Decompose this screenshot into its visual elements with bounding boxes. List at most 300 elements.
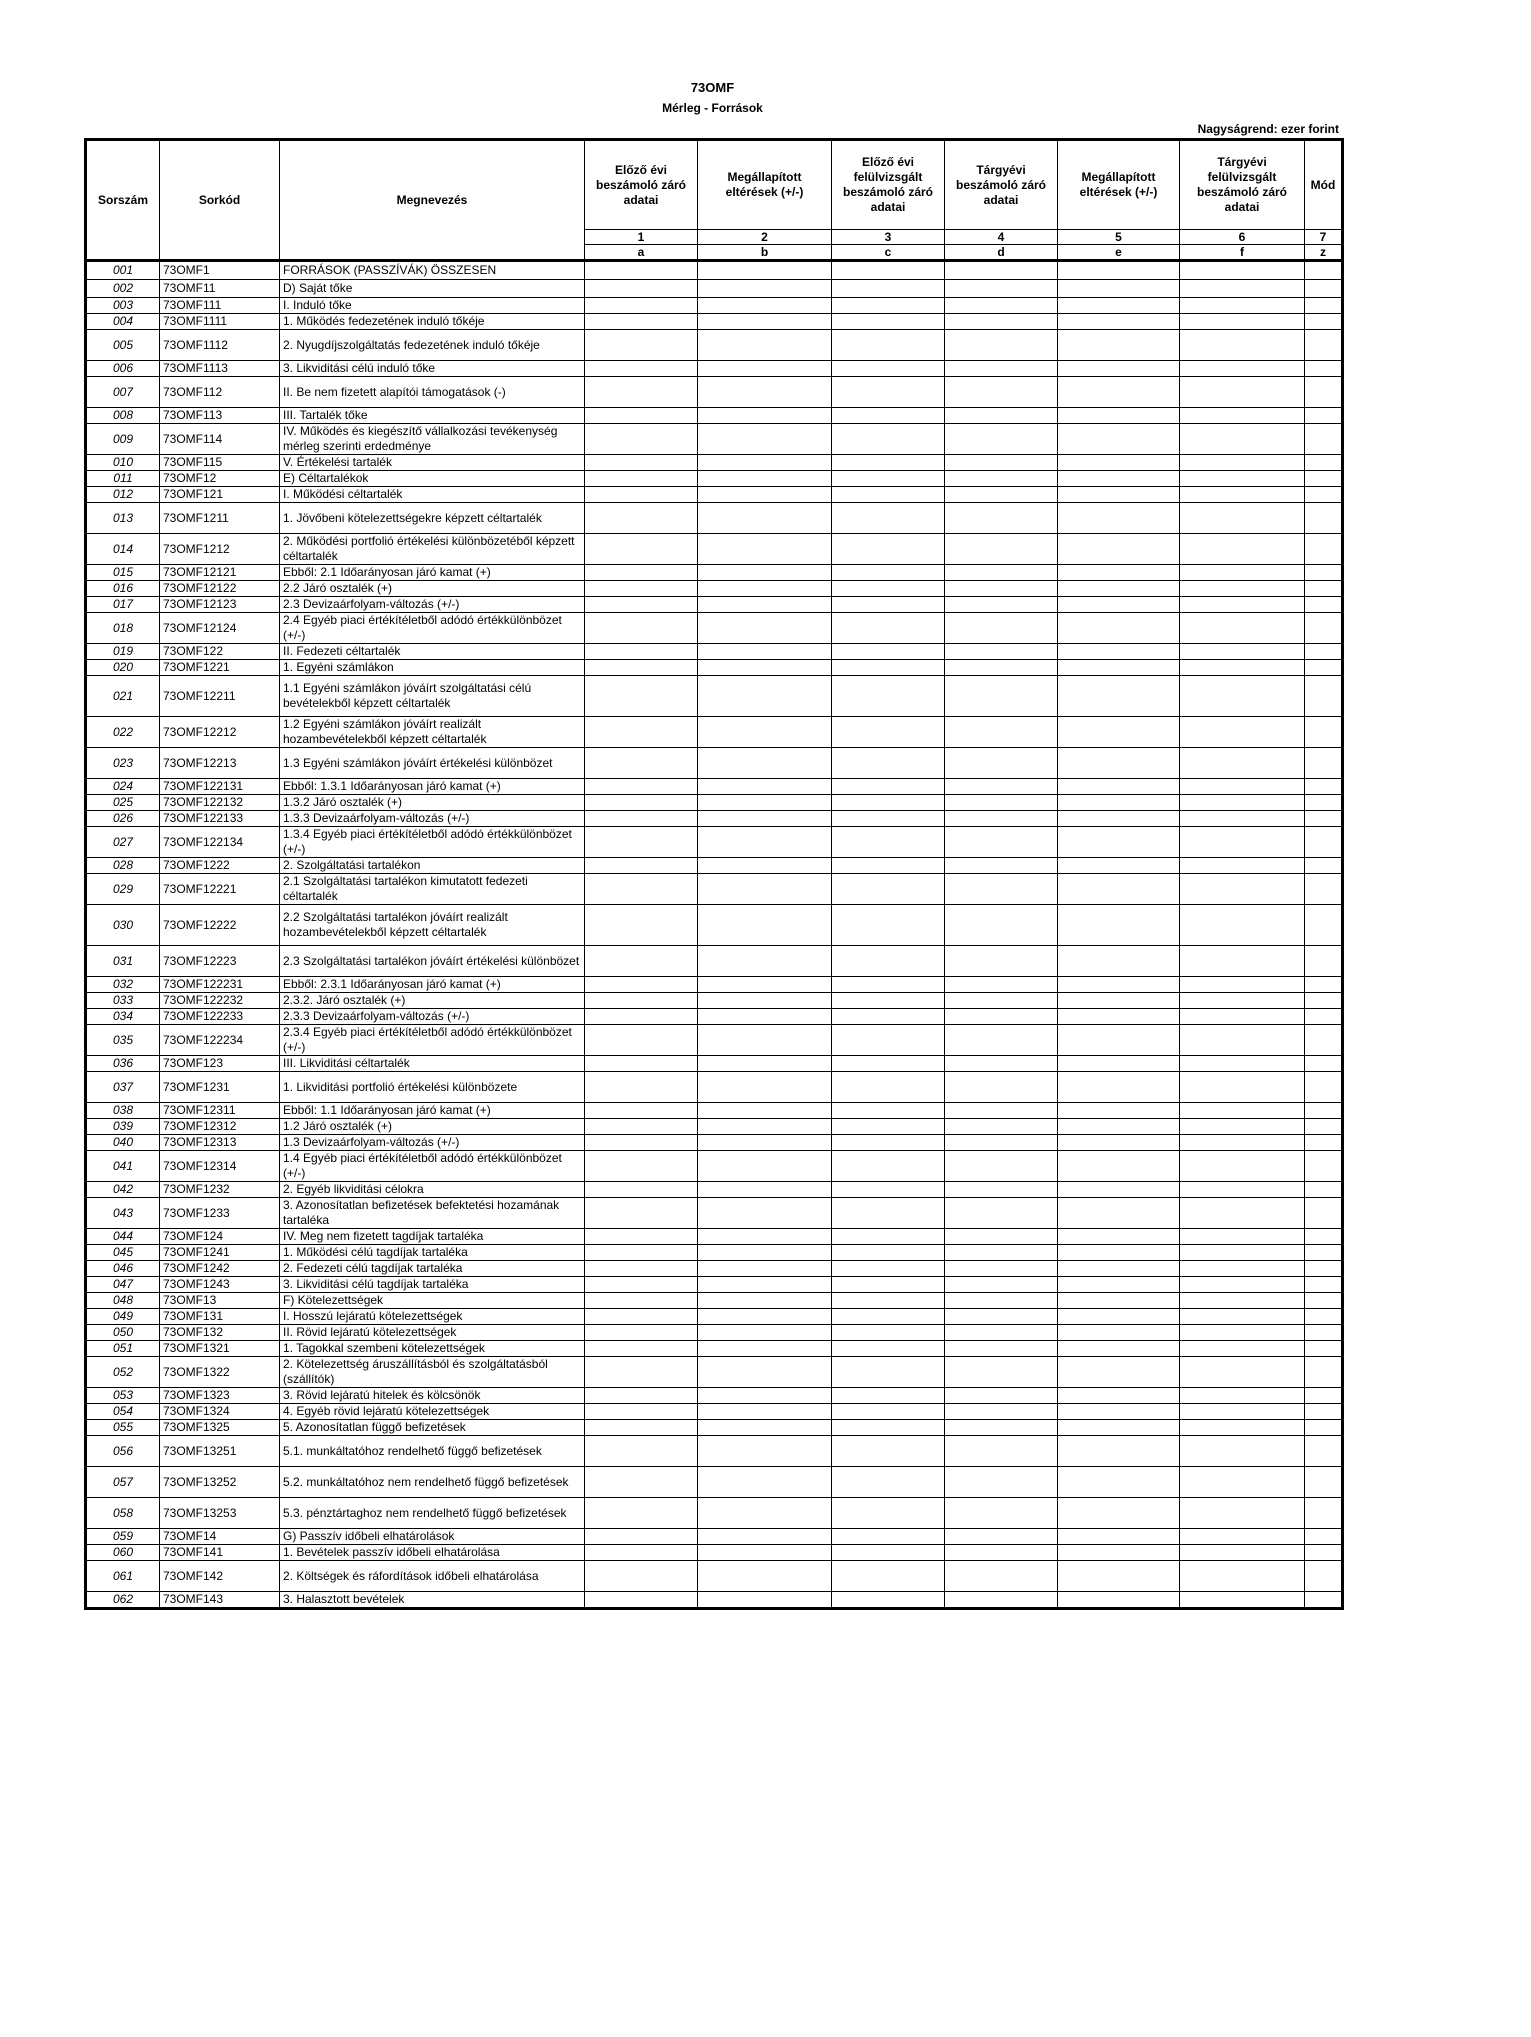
value-cell[interactable]: [585, 1025, 698, 1056]
value-cell[interactable]: [1058, 1135, 1180, 1151]
value-cell[interactable]: [1305, 1009, 1343, 1025]
value-cell[interactable]: [945, 581, 1058, 597]
value-cell[interactable]: [1305, 1388, 1343, 1404]
value-cell[interactable]: [585, 1103, 698, 1119]
value-cell[interactable]: [1305, 424, 1343, 455]
value-cell[interactable]: [1058, 1182, 1180, 1198]
value-cell[interactable]: [832, 1309, 945, 1325]
value-cell[interactable]: [585, 1436, 698, 1467]
value-cell[interactable]: [1305, 660, 1343, 676]
value-cell[interactable]: [832, 858, 945, 874]
value-cell[interactable]: [945, 858, 1058, 874]
value-cell[interactable]: [1180, 1277, 1305, 1293]
value-cell[interactable]: [1058, 717, 1180, 748]
value-cell[interactable]: [832, 1119, 945, 1135]
value-cell[interactable]: [945, 1198, 1058, 1229]
value-cell[interactable]: [698, 471, 832, 487]
value-cell[interactable]: [832, 1436, 945, 1467]
value-cell[interactable]: [832, 314, 945, 330]
value-cell[interactable]: [945, 361, 1058, 377]
value-cell[interactable]: [832, 487, 945, 503]
value-cell[interactable]: [832, 795, 945, 811]
value-cell[interactable]: [1058, 1009, 1180, 1025]
value-cell[interactable]: [945, 1261, 1058, 1277]
value-cell[interactable]: [945, 779, 1058, 795]
value-cell[interactable]: [832, 717, 945, 748]
value-cell[interactable]: [1180, 455, 1305, 471]
value-cell[interactable]: [832, 1261, 945, 1277]
value-cell[interactable]: [1305, 1325, 1343, 1341]
value-cell[interactable]: [1180, 1119, 1305, 1135]
value-cell[interactable]: [832, 1198, 945, 1229]
value-cell[interactable]: [1180, 597, 1305, 613]
value-cell[interactable]: [585, 361, 698, 377]
value-cell[interactable]: [585, 874, 698, 905]
value-cell[interactable]: [945, 811, 1058, 827]
value-cell[interactable]: [585, 1009, 698, 1025]
value-cell[interactable]: [1305, 1404, 1343, 1420]
value-cell[interactable]: [1180, 581, 1305, 597]
value-cell[interactable]: [945, 1420, 1058, 1436]
value-cell[interactable]: [832, 471, 945, 487]
value-cell[interactable]: [1180, 487, 1305, 503]
value-cell[interactable]: [698, 1436, 832, 1467]
value-cell[interactable]: [1058, 993, 1180, 1009]
value-cell[interactable]: [1305, 827, 1343, 858]
value-cell[interactable]: [1180, 298, 1305, 314]
value-cell[interactable]: [832, 455, 945, 471]
value-cell[interactable]: [1180, 1103, 1305, 1119]
value-cell[interactable]: [1305, 1182, 1343, 1198]
value-cell[interactable]: [945, 1529, 1058, 1545]
value-cell[interactable]: [1180, 1420, 1305, 1436]
value-cell[interactable]: [1058, 874, 1180, 905]
value-cell[interactable]: [945, 1182, 1058, 1198]
value-cell[interactable]: [945, 993, 1058, 1009]
value-cell[interactable]: [585, 455, 698, 471]
value-cell[interactable]: [1180, 717, 1305, 748]
value-cell[interactable]: [1180, 1545, 1305, 1561]
value-cell[interactable]: [1058, 1056, 1180, 1072]
value-cell[interactable]: [1305, 858, 1343, 874]
value-cell[interactable]: [585, 1404, 698, 1420]
value-cell[interactable]: [585, 827, 698, 858]
value-cell[interactable]: [1180, 1436, 1305, 1467]
value-cell[interactable]: [698, 1341, 832, 1357]
value-cell[interactable]: [945, 1467, 1058, 1498]
value-cell[interactable]: [832, 424, 945, 455]
value-cell[interactable]: [1058, 261, 1180, 280]
value-cell[interactable]: [832, 361, 945, 377]
value-cell[interactable]: [698, 1293, 832, 1309]
value-cell[interactable]: [1180, 748, 1305, 779]
value-cell[interactable]: [1305, 977, 1343, 993]
value-cell[interactable]: [1180, 613, 1305, 644]
value-cell[interactable]: [698, 1245, 832, 1261]
value-cell[interactable]: [832, 1561, 945, 1592]
value-cell[interactable]: [832, 1151, 945, 1182]
value-cell[interactable]: [945, 1025, 1058, 1056]
value-cell[interactable]: [585, 261, 698, 280]
value-cell[interactable]: [698, 280, 832, 298]
value-cell[interactable]: [945, 280, 1058, 298]
value-cell[interactable]: [1058, 795, 1180, 811]
value-cell[interactable]: [945, 1072, 1058, 1103]
value-cell[interactable]: [698, 1325, 832, 1341]
value-cell[interactable]: [945, 1404, 1058, 1420]
value-cell[interactable]: [1305, 1072, 1343, 1103]
value-cell[interactable]: [832, 1229, 945, 1245]
value-cell[interactable]: [1058, 377, 1180, 408]
value-cell[interactable]: [1305, 581, 1343, 597]
value-cell[interactable]: [945, 1056, 1058, 1072]
value-cell[interactable]: [945, 676, 1058, 717]
value-cell[interactable]: [698, 946, 832, 977]
value-cell[interactable]: [945, 977, 1058, 993]
value-cell[interactable]: [1058, 1325, 1180, 1341]
value-cell[interactable]: [1305, 1056, 1343, 1072]
value-cell[interactable]: [1180, 811, 1305, 827]
value-cell[interactable]: [945, 946, 1058, 977]
value-cell[interactable]: [585, 1229, 698, 1245]
value-cell[interactable]: [1058, 314, 1180, 330]
value-cell[interactable]: [945, 1135, 1058, 1151]
value-cell[interactable]: [1180, 261, 1305, 280]
value-cell[interactable]: [1058, 748, 1180, 779]
value-cell[interactable]: [1058, 905, 1180, 946]
value-cell[interactable]: [832, 1056, 945, 1072]
value-cell[interactable]: [1180, 534, 1305, 565]
value-cell[interactable]: [945, 261, 1058, 280]
value-cell[interactable]: [1180, 565, 1305, 581]
value-cell[interactable]: [945, 487, 1058, 503]
value-cell[interactable]: [1058, 330, 1180, 361]
value-cell[interactable]: [585, 905, 698, 946]
value-cell[interactable]: [585, 795, 698, 811]
value-cell[interactable]: [585, 377, 698, 408]
value-cell[interactable]: [945, 874, 1058, 905]
value-cell[interactable]: [1305, 1592, 1343, 1609]
value-cell[interactable]: [1058, 597, 1180, 613]
value-cell[interactable]: [945, 1545, 1058, 1561]
value-cell[interactable]: [832, 827, 945, 858]
value-cell[interactable]: [1058, 503, 1180, 534]
value-cell[interactable]: [585, 1561, 698, 1592]
value-cell[interactable]: [698, 1072, 832, 1103]
value-cell[interactable]: [698, 581, 832, 597]
value-cell[interactable]: [698, 1529, 832, 1545]
value-cell[interactable]: [945, 1309, 1058, 1325]
value-cell[interactable]: [698, 1009, 832, 1025]
value-cell[interactable]: [1180, 424, 1305, 455]
value-cell[interactable]: [698, 565, 832, 581]
value-cell[interactable]: [832, 946, 945, 977]
value-cell[interactable]: [585, 717, 698, 748]
value-cell[interactable]: [1058, 613, 1180, 644]
value-cell[interactable]: [1305, 1436, 1343, 1467]
value-cell[interactable]: [1305, 377, 1343, 408]
value-cell[interactable]: [945, 1293, 1058, 1309]
value-cell[interactable]: [832, 1025, 945, 1056]
value-cell[interactable]: [585, 1293, 698, 1309]
value-cell[interactable]: [698, 1135, 832, 1151]
value-cell[interactable]: [585, 1545, 698, 1561]
value-cell[interactable]: [585, 946, 698, 977]
value-cell[interactable]: [1180, 874, 1305, 905]
value-cell[interactable]: [1058, 676, 1180, 717]
value-cell[interactable]: [585, 1261, 698, 1277]
value-cell[interactable]: [585, 1529, 698, 1545]
value-cell[interactable]: [585, 597, 698, 613]
value-cell[interactable]: [1180, 503, 1305, 534]
value-cell[interactable]: [698, 977, 832, 993]
value-cell[interactable]: [832, 1545, 945, 1561]
value-cell[interactable]: [945, 1498, 1058, 1529]
value-cell[interactable]: [698, 811, 832, 827]
value-cell[interactable]: [698, 298, 832, 314]
value-cell[interactable]: [698, 1404, 832, 1420]
value-cell[interactable]: [1180, 471, 1305, 487]
value-cell[interactable]: [1180, 779, 1305, 795]
value-cell[interactable]: [1058, 581, 1180, 597]
value-cell[interactable]: [1058, 1388, 1180, 1404]
value-cell[interactable]: [585, 471, 698, 487]
value-cell[interactable]: [832, 1182, 945, 1198]
value-cell[interactable]: [585, 660, 698, 676]
value-cell[interactable]: [1180, 1056, 1305, 1072]
value-cell[interactable]: [945, 534, 1058, 565]
value-cell[interactable]: [698, 455, 832, 471]
value-cell[interactable]: [585, 1245, 698, 1261]
value-cell[interactable]: [1058, 1592, 1180, 1609]
value-cell[interactable]: [1305, 298, 1343, 314]
value-cell[interactable]: [832, 581, 945, 597]
value-cell[interactable]: [585, 280, 698, 298]
value-cell[interactable]: [1305, 330, 1343, 361]
value-cell[interactable]: [832, 748, 945, 779]
value-cell[interactable]: [1180, 1529, 1305, 1545]
value-cell[interactable]: [832, 644, 945, 660]
value-cell[interactable]: [1180, 1025, 1305, 1056]
value-cell[interactable]: [698, 748, 832, 779]
value-cell[interactable]: [1305, 717, 1343, 748]
value-cell[interactable]: [1305, 613, 1343, 644]
value-cell[interactable]: [1180, 795, 1305, 811]
value-cell[interactable]: [698, 330, 832, 361]
value-cell[interactable]: [585, 534, 698, 565]
value-cell[interactable]: [1180, 377, 1305, 408]
value-cell[interactable]: [1305, 1119, 1343, 1135]
value-cell[interactable]: [1305, 644, 1343, 660]
value-cell[interactable]: [1058, 1404, 1180, 1420]
value-cell[interactable]: [832, 565, 945, 581]
value-cell[interactable]: [585, 1135, 698, 1151]
value-cell[interactable]: [1058, 644, 1180, 660]
value-cell[interactable]: [945, 795, 1058, 811]
value-cell[interactable]: [585, 487, 698, 503]
value-cell[interactable]: [698, 779, 832, 795]
value-cell[interactable]: [945, 1388, 1058, 1404]
value-cell[interactable]: [698, 1545, 832, 1561]
value-cell[interactable]: [585, 1357, 698, 1388]
value-cell[interactable]: [1305, 676, 1343, 717]
value-cell[interactable]: [585, 811, 698, 827]
value-cell[interactable]: [698, 487, 832, 503]
value-cell[interactable]: [1305, 1245, 1343, 1261]
value-cell[interactable]: [945, 565, 1058, 581]
value-cell[interactable]: [832, 534, 945, 565]
value-cell[interactable]: [698, 261, 832, 280]
value-cell[interactable]: [832, 1529, 945, 1545]
value-cell[interactable]: [832, 1009, 945, 1025]
value-cell[interactable]: [1180, 1198, 1305, 1229]
value-cell[interactable]: [1305, 1229, 1343, 1245]
value-cell[interactable]: [585, 565, 698, 581]
value-cell[interactable]: [945, 597, 1058, 613]
value-cell[interactable]: [832, 1388, 945, 1404]
value-cell[interactable]: [945, 717, 1058, 748]
value-cell[interactable]: [945, 455, 1058, 471]
value-cell[interactable]: [1305, 1561, 1343, 1592]
value-cell[interactable]: [1058, 1198, 1180, 1229]
value-cell[interactable]: [698, 1561, 832, 1592]
value-cell[interactable]: [1305, 1341, 1343, 1357]
value-cell[interactable]: [585, 1182, 698, 1198]
value-cell[interactable]: [1180, 644, 1305, 660]
value-cell[interactable]: [1305, 534, 1343, 565]
value-cell[interactable]: [945, 1245, 1058, 1261]
value-cell[interactable]: [832, 613, 945, 644]
value-cell[interactable]: [1058, 858, 1180, 874]
value-cell[interactable]: [832, 779, 945, 795]
value-cell[interactable]: [1058, 1229, 1180, 1245]
value-cell[interactable]: [832, 1277, 945, 1293]
value-cell[interactable]: [1180, 1009, 1305, 1025]
value-cell[interactable]: [1180, 1229, 1305, 1245]
value-cell[interactable]: [698, 827, 832, 858]
value-cell[interactable]: [1058, 1341, 1180, 1357]
value-cell[interactable]: [1305, 795, 1343, 811]
value-cell[interactable]: [1058, 1261, 1180, 1277]
value-cell[interactable]: [585, 1388, 698, 1404]
value-cell[interactable]: [585, 1119, 698, 1135]
value-cell[interactable]: [698, 1420, 832, 1436]
value-cell[interactable]: [698, 858, 832, 874]
value-cell[interactable]: [1180, 946, 1305, 977]
value-cell[interactable]: [585, 424, 698, 455]
value-cell[interactable]: [1180, 1467, 1305, 1498]
value-cell[interactable]: [945, 1341, 1058, 1357]
value-cell[interactable]: [585, 314, 698, 330]
value-cell[interactable]: [1305, 779, 1343, 795]
value-cell[interactable]: [945, 1009, 1058, 1025]
value-cell[interactable]: [945, 408, 1058, 424]
value-cell[interactable]: [832, 1341, 945, 1357]
value-cell[interactable]: [585, 676, 698, 717]
value-cell[interactable]: [1305, 1261, 1343, 1277]
value-cell[interactable]: [945, 827, 1058, 858]
value-cell[interactable]: [1180, 280, 1305, 298]
value-cell[interactable]: [1180, 905, 1305, 946]
value-cell[interactable]: [945, 1277, 1058, 1293]
value-cell[interactable]: [832, 1135, 945, 1151]
value-cell[interactable]: [585, 408, 698, 424]
value-cell[interactable]: [945, 1229, 1058, 1245]
value-cell[interactable]: [832, 1404, 945, 1420]
value-cell[interactable]: [1058, 1103, 1180, 1119]
value-cell[interactable]: [1058, 455, 1180, 471]
value-cell[interactable]: [585, 1198, 698, 1229]
value-cell[interactable]: [698, 361, 832, 377]
value-cell[interactable]: [832, 1325, 945, 1341]
value-cell[interactable]: [1180, 676, 1305, 717]
value-cell[interactable]: [832, 1357, 945, 1388]
value-cell[interactable]: [1305, 314, 1343, 330]
value-cell[interactable]: [698, 1229, 832, 1245]
value-cell[interactable]: [1305, 1277, 1343, 1293]
value-cell[interactable]: [1305, 1529, 1343, 1545]
value-cell[interactable]: [1305, 503, 1343, 534]
value-cell[interactable]: [1058, 1529, 1180, 1545]
value-cell[interactable]: [1180, 993, 1305, 1009]
value-cell[interactable]: [1305, 1498, 1343, 1529]
value-cell[interactable]: [1305, 597, 1343, 613]
value-cell[interactable]: [585, 1341, 698, 1357]
value-cell[interactable]: [1180, 1135, 1305, 1151]
value-cell[interactable]: [1305, 1103, 1343, 1119]
value-cell[interactable]: [585, 858, 698, 874]
value-cell[interactable]: [1058, 1467, 1180, 1498]
value-cell[interactable]: [832, 1072, 945, 1103]
value-cell[interactable]: [945, 1561, 1058, 1592]
value-cell[interactable]: [945, 1436, 1058, 1467]
value-cell[interactable]: [1305, 565, 1343, 581]
value-cell[interactable]: [1058, 424, 1180, 455]
value-cell[interactable]: [1058, 487, 1180, 503]
value-cell[interactable]: [1058, 779, 1180, 795]
value-cell[interactable]: [1058, 1151, 1180, 1182]
value-cell[interactable]: [1305, 408, 1343, 424]
value-cell[interactable]: [1180, 1072, 1305, 1103]
value-cell[interactable]: [1305, 874, 1343, 905]
value-cell[interactable]: [945, 613, 1058, 644]
value-cell[interactable]: [1305, 1467, 1343, 1498]
value-cell[interactable]: [832, 1103, 945, 1119]
value-cell[interactable]: [585, 1420, 698, 1436]
value-cell[interactable]: [945, 1357, 1058, 1388]
value-cell[interactable]: [832, 1420, 945, 1436]
value-cell[interactable]: [585, 1325, 698, 1341]
value-cell[interactable]: [1180, 1151, 1305, 1182]
value-cell[interactable]: [1305, 1420, 1343, 1436]
value-cell[interactable]: [585, 1072, 698, 1103]
value-cell[interactable]: [1305, 946, 1343, 977]
value-cell[interactable]: [832, 1592, 945, 1609]
value-cell[interactable]: [1058, 827, 1180, 858]
value-cell[interactable]: [1058, 1420, 1180, 1436]
value-cell[interactable]: [945, 1119, 1058, 1135]
value-cell[interactable]: [698, 993, 832, 1009]
value-cell[interactable]: [945, 471, 1058, 487]
value-cell[interactable]: [832, 280, 945, 298]
value-cell[interactable]: [1058, 298, 1180, 314]
value-cell[interactable]: [945, 503, 1058, 534]
value-cell[interactable]: [1058, 811, 1180, 827]
value-cell[interactable]: [945, 314, 1058, 330]
value-cell[interactable]: [1180, 660, 1305, 676]
value-cell[interactable]: [1058, 1561, 1180, 1592]
value-cell[interactable]: [698, 1277, 832, 1293]
